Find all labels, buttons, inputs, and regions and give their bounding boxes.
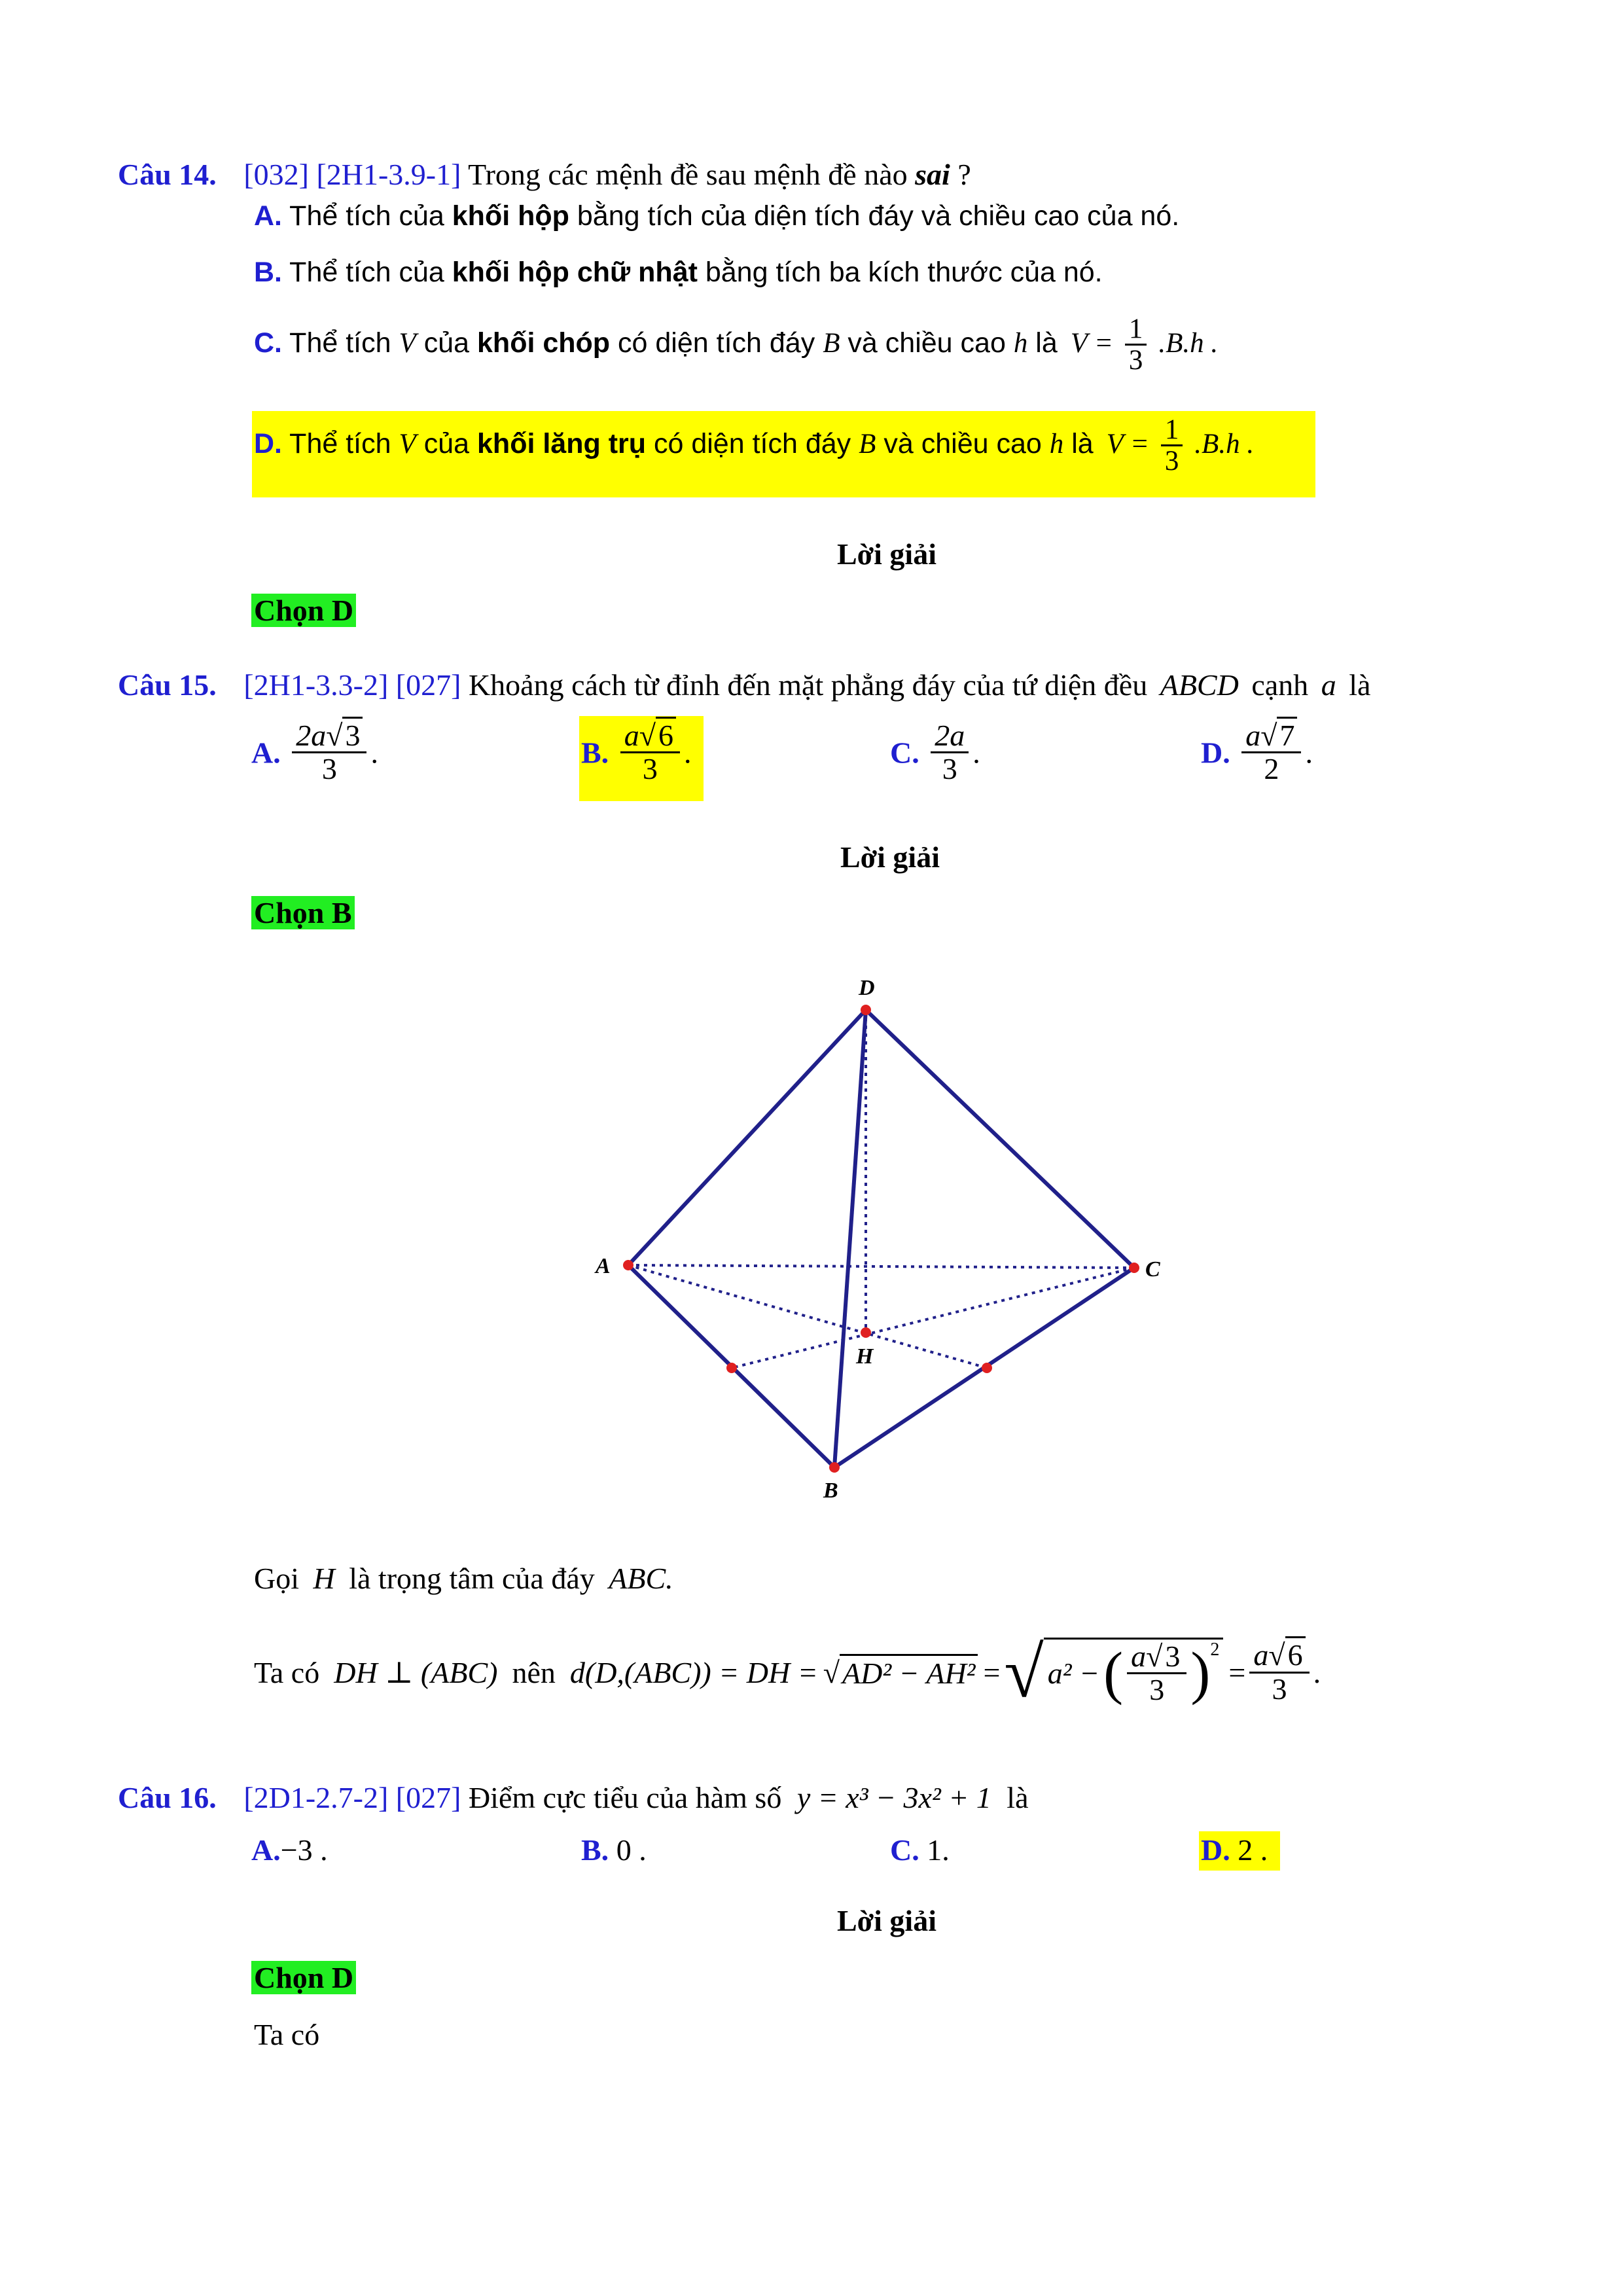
q14-c-tail: .B.h . <box>1158 328 1219 359</box>
q14-d-text1: Thể tích <box>289 428 391 459</box>
q15-d-fraction: $\frac{a√7}{2}$ <box>1241 720 1301 785</box>
q15-solution-heading: Lời giải <box>840 840 940 874</box>
q15-rad1: AD² − AH² <box>840 1654 978 1691</box>
q14-d-text5: là <box>1071 428 1094 459</box>
q15-option-b: B. $\frac{a√6}{3}$ . <box>581 720 691 785</box>
q15-a: a <box>1321 668 1336 702</box>
q15-a-fraction: $\frac{2a√3}{3}$ <box>292 720 366 785</box>
q15-a-num-rad: 3 <box>342 717 363 752</box>
point-c <box>1129 1263 1139 1273</box>
q14-c-num: 1 <box>1125 314 1147 346</box>
q14-label: Câu 14. <box>118 158 217 191</box>
point-b <box>829 1462 840 1473</box>
point-a <box>623 1260 633 1270</box>
q15-c-num: 2a <box>931 720 969 753</box>
q15-goi-text: Gọi <box>254 1562 299 1595</box>
q15-taco: Ta có <box>254 1655 320 1689</box>
q14-a-text2: bằng tích của diện tích đáy và chiều cao của nó. <box>577 200 1180 232</box>
q15-perp: DH ⊥ (ABC) <box>334 1656 498 1689</box>
q15-goi-h: H <box>313 1562 335 1595</box>
q16-b-key: B. <box>581 1833 609 1867</box>
q14-d-text3: có diện tích đáy <box>653 428 851 459</box>
q14-d-num: 1 <box>1161 415 1183 446</box>
q15-inner-fraction: $\frac{a√3}{3}$ <box>1127 1641 1186 1706</box>
q15-goi-text2: là trọng tâm của đáy <box>349 1562 595 1595</box>
q16-option-a <box>251 1833 328 1867</box>
q14-d-tail: .B.h . <box>1194 429 1255 459</box>
q16-la: là <box>1007 1781 1029 1814</box>
q16-stem: Điểm cực tiểu của hàm số <box>468 1781 782 1814</box>
q15-d-num-pre: a <box>1245 719 1261 752</box>
q14-d-v: V <box>399 429 416 459</box>
q16-answer-text: Chọn D <box>251 1961 356 1994</box>
q15-la: là <box>1349 668 1371 702</box>
q15-abcd: ABCD <box>1160 668 1239 702</box>
q15-d-den: 2 <box>1264 752 1279 786</box>
q16-option-c <box>890 1833 950 1867</box>
q15-inner-num-rad: 3 <box>1162 1638 1183 1673</box>
q14-a-key: A. <box>254 200 282 232</box>
q14-c-text5: là <box>1035 327 1058 359</box>
q14-d-den: 3 <box>1164 446 1179 477</box>
q16-d-val: 2 . <box>1238 1833 1268 1867</box>
q14-d-text4: và chiều cao <box>883 428 1042 459</box>
edge-dc <box>866 1010 1134 1268</box>
q16-option-d <box>1201 1833 1268 1867</box>
q16-solution-heading: Lời giải <box>837 1904 936 1937</box>
q15-c-den: 3 <box>942 752 957 786</box>
q16-c-val: 1. <box>927 1833 950 1867</box>
point-d <box>861 1005 871 1015</box>
label-h: H <box>856 1344 874 1369</box>
q14-d-key: D. <box>254 428 282 459</box>
q14-d-eq: V = <box>1106 429 1149 459</box>
q16-label: Câu 16. <box>118 1781 217 1814</box>
q15-eq2: = <box>1228 1655 1246 1689</box>
q15-result-fraction: $\frac{a√6}{3}$ <box>1249 1640 1309 1705</box>
q15-dist: d(D,(ABC)) = DH = <box>569 1655 818 1689</box>
q14-a-text1: Thể tích của <box>289 200 444 232</box>
q14-b-text1: Thể tích của <box>289 257 444 288</box>
q14-c-text3: có diện tích đáy <box>618 327 815 359</box>
q16-b-val: 0 . <box>616 1833 647 1867</box>
q15-a2: a² − <box>1047 1657 1100 1690</box>
q15-inner-den: 3 <box>1149 1673 1165 1706</box>
q14-codes: [032] [2H1-3.9-1] <box>243 158 461 191</box>
q14-c-v: V <box>399 328 416 359</box>
q15-a-key: A. <box>251 736 281 770</box>
q14-d-bold: khối lăng trụ <box>477 428 647 459</box>
q14-d-h: h <box>1049 429 1064 459</box>
label-b: B <box>823 1479 838 1503</box>
q14-c-h: h <box>1013 328 1028 359</box>
q14-c-eq: V = <box>1070 328 1113 359</box>
q16-a-val: −3 . <box>280 1833 328 1867</box>
q15-b-fraction: $\frac{a√6}{3}$ <box>620 720 680 785</box>
q15-res-num-rad: 6 <box>1285 1636 1306 1672</box>
q15-big-radical: a² − ( $\frac{a√3}{3}$ ) $^2$ <box>1044 1638 1224 1707</box>
q14-c-bvar: B <box>823 328 840 359</box>
q15-b-num-pre: a <box>624 719 639 752</box>
q15-a-den: 3 <box>321 752 337 786</box>
q14-c-text4: và chiều cao <box>847 327 1006 359</box>
q15-eq1: = <box>983 1655 1001 1689</box>
q15-b-den: 3 <box>642 752 658 786</box>
q15-label: Câu 15. <box>118 668 217 702</box>
q16-a-key: A. <box>251 1833 281 1867</box>
q14-c-bold: khối chóp <box>477 327 611 359</box>
q16-codes: [2D1-2.7-2] [027] <box>243 1781 461 1814</box>
q14-answer-text: Chọn D <box>251 594 356 627</box>
q16-c-key: C. <box>890 1833 919 1867</box>
q15-option-a: A. $\frac{2a√3}{3}$ . <box>251 720 378 785</box>
q15-option-c: C. $\frac{2a}{3}$ . <box>890 719 980 786</box>
q14-stem-sai: sai <box>915 158 950 191</box>
edge-ac-hidden <box>628 1265 1134 1268</box>
q15-stem: Khoảng cách từ đỉnh đến mặt phẳng đáy của tứ diện đều <box>468 668 1148 702</box>
q15-square: 2 <box>1210 1640 1220 1660</box>
label-d: D <box>859 976 875 1000</box>
q14-d-bvar: B <box>859 429 876 459</box>
q14-c-key: C. <box>254 327 282 359</box>
q15-goi-line <box>254 1561 673 1596</box>
q16-option-b <box>581 1833 647 1867</box>
point-mid-cb <box>982 1363 992 1373</box>
point-mid-ab <box>726 1363 737 1373</box>
q14-b-key: B. <box>254 257 282 288</box>
label-a: A <box>596 1254 611 1278</box>
q15-res-num-pre: a <box>1253 1638 1269 1672</box>
edge-db <box>834 1010 866 1467</box>
q15-d-key: D. <box>1201 736 1230 770</box>
q14-c-den: 3 <box>1128 345 1143 376</box>
q15-codes: [2H1-3.3-2] [027] <box>243 668 461 702</box>
q15-option-d: D. $\frac{a√7}{2}$ . <box>1201 720 1313 785</box>
q15-b-key: B. <box>581 736 609 770</box>
q15-edge: cạnh <box>1251 668 1309 702</box>
q15-answer-text: Chọn B <box>251 896 355 929</box>
q15-nen: nên <box>512 1655 556 1689</box>
q16-func: y = x³ − 3x² + 1 <box>796 1781 991 1814</box>
point-h <box>861 1327 871 1338</box>
q14-b-bold: khối hộp chữ nhật <box>452 257 698 288</box>
edge-da <box>628 1010 866 1265</box>
q14-b-text2: bằng tích ba kích thước của nó. <box>705 257 1103 288</box>
q15-b-num-rad: 6 <box>656 717 676 752</box>
q16-taco: Ta có <box>254 2018 320 2051</box>
q15-res-den: 3 <box>1272 1672 1287 1706</box>
q14-stem-qmark: ? <box>957 158 971 191</box>
q15-d-num-rad: 7 <box>1277 717 1297 752</box>
q15-inner-num-pre: a <box>1131 1639 1147 1673</box>
q16-d-key: D. <box>1201 1833 1230 1867</box>
q14-a-bold: khối hộp <box>452 200 569 232</box>
q16-header <box>118 1780 1029 1815</box>
q16-answer <box>251 1960 356 1995</box>
q15-c-key: C. <box>890 736 919 770</box>
q14-stem: Trong các mệnh đề sau mệnh đề nào <box>468 158 908 191</box>
q14-c-text2: của <box>423 327 470 359</box>
q14-solution-heading: Lời giải <box>837 537 936 571</box>
label-c: C <box>1145 1257 1160 1282</box>
q15-formula-line: Ta có DH ⊥ (ABC) nên d(D,(ABC)) = DH = √ AD² − AH² = √ a² − ( $\frac{a√3}{3}$ ) $^2$ = $\frac{a√6}{3}$ . <box>254 1632 1321 1712</box>
q15-a-num-pre: 2a <box>296 719 327 752</box>
q14-d-text2: của <box>423 428 470 459</box>
q15-goi-abc: ABC. <box>609 1562 673 1595</box>
q14-c-text1: Thể tích <box>289 327 391 359</box>
